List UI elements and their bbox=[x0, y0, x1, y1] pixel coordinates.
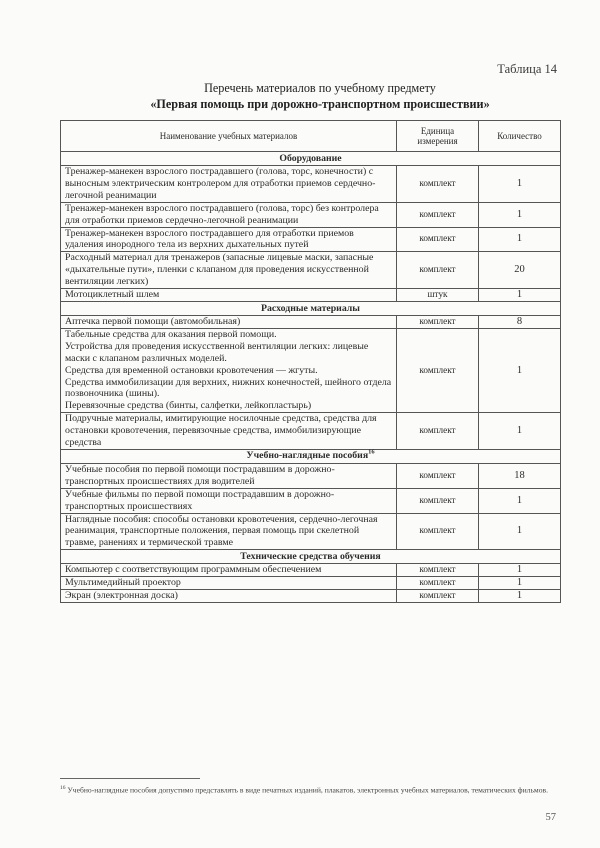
table-row bbox=[61, 463, 561, 488]
section-header-row bbox=[61, 550, 561, 564]
material-name: Табельные средства для оказания первой помощи. Устройства для проведения искусственной вентиляции легких: лицевые маски с клапаном различных моделей. Средства для временной остановки кровотечения — жгуты. Средства иммобилизации для верхних, нижних конечностей, шейного отдела позвоночника (шины). Перевязочные средства (бинты, салфетки, лейкопластырь) bbox=[61, 328, 397, 412]
material-name: Тренажер-манекен взрослого пострадавшего (голова, торс) без контролера для отработки приемов сердечно-легочной реанимации bbox=[61, 202, 397, 227]
document-title bbox=[60, 80, 580, 112]
material-unit: комплект bbox=[397, 564, 479, 577]
column-header-qty: Количество bbox=[479, 121, 561, 152]
material-name: Мотоциклетный шлем bbox=[61, 289, 397, 302]
table-row bbox=[61, 413, 561, 450]
material-quantity: 1 bbox=[479, 413, 561, 450]
material-quantity: 1 bbox=[479, 202, 561, 227]
materials-table bbox=[60, 120, 561, 603]
material-quantity: 18 bbox=[479, 463, 561, 488]
material-name: Аптечка первой помощи (автомобильная) bbox=[61, 315, 397, 328]
material-unit: комплект bbox=[397, 488, 479, 513]
section-title-cell bbox=[61, 152, 561, 166]
table-row bbox=[61, 577, 561, 590]
table-row bbox=[61, 252, 561, 289]
table-row bbox=[61, 488, 561, 513]
material-unit: комплект bbox=[397, 463, 479, 488]
footnote-text: Учебно-наглядные пособия допустимо представлять в виде печатных изданий, плакатов, электронных учебных материалов, тематических фильмов. bbox=[67, 785, 548, 795]
material-name: Мультимедийный проектор bbox=[61, 577, 397, 590]
section-header-row bbox=[61, 301, 561, 315]
table-row bbox=[61, 166, 561, 203]
section-title: Учебно-наглядные пособия bbox=[246, 450, 369, 462]
material-unit: комплект bbox=[397, 413, 479, 450]
material-name: Наглядные пособия: способы остановки кровотечения, сердечно-легочная реанимация, транспортные положения, первая помощь при скелетной травме, ранениях и термической травме bbox=[61, 513, 397, 550]
table-row bbox=[61, 202, 561, 227]
table-row bbox=[61, 315, 561, 328]
section-title-cell bbox=[61, 449, 561, 463]
material-name: Учебные пособия по первой помощи пострадавшим в дорожно-транспортных происшествиях для водителей bbox=[61, 463, 397, 488]
material-unit: штук bbox=[397, 289, 479, 302]
table-number: Таблица 14 bbox=[497, 62, 557, 76]
footnote-divider bbox=[60, 778, 200, 779]
section-title: Технические средства обучения bbox=[240, 550, 381, 562]
material-quantity: 1 bbox=[479, 328, 561, 412]
material-name: Расходный материал для тренажеров (запасные лицевые маски, запасные «дыхательные пути», пленки с клапаном для проведения искусственной вентиляции легких) bbox=[61, 252, 397, 289]
material-unit: комплект bbox=[397, 577, 479, 590]
material-unit: комплект bbox=[397, 328, 479, 412]
material-unit: комплект bbox=[397, 315, 479, 328]
table-row bbox=[61, 289, 561, 302]
material-name: Тренажер-манекен взрослого пострадавшего (голова, торс, конечности) с выносным электрическим контролером для отработки приемов сердечно-легочной реанимации bbox=[61, 166, 397, 203]
section-title: Расходные материалы bbox=[261, 302, 360, 314]
material-unit: комплект bbox=[397, 513, 479, 550]
title-line-2: «Первая помощь при дорожно-транспортном происшествии» bbox=[150, 97, 490, 111]
table-header-row bbox=[61, 121, 561, 152]
material-unit: комплект bbox=[397, 227, 479, 252]
section-header-row bbox=[61, 152, 561, 166]
material-unit: комплект bbox=[397, 202, 479, 227]
footnote-mark: 16 bbox=[60, 785, 66, 791]
table-body bbox=[61, 152, 561, 603]
material-quantity: 1 bbox=[479, 488, 561, 513]
material-name: Учебные фильмы по первой помощи пострадавшим в дорожно-транспортных происшествиях bbox=[61, 488, 397, 513]
material-quantity: 8 bbox=[479, 315, 561, 328]
material-name: Подручные материалы, имитирующие носилочные средства, средства для остановки кровотечения, перевязочные средства, иммобилизирующие средства bbox=[61, 413, 397, 450]
material-quantity: 1 bbox=[479, 513, 561, 550]
material-unit: комплект bbox=[397, 252, 479, 289]
column-header-name: Наименование учебных материалов bbox=[61, 121, 397, 152]
material-quantity: 1 bbox=[479, 577, 561, 590]
page-number: 57 bbox=[545, 812, 556, 823]
section-header-row bbox=[61, 449, 561, 463]
material-quantity: 20 bbox=[479, 252, 561, 289]
title-line-1: Перечень материалов по учебному предмету bbox=[204, 81, 436, 95]
material-unit: комплект bbox=[397, 590, 479, 603]
table-row bbox=[61, 564, 561, 577]
footnote bbox=[60, 783, 565, 796]
section-title: Оборудование bbox=[279, 152, 342, 164]
table-row bbox=[61, 227, 561, 252]
material-quantity: 1 bbox=[479, 166, 561, 203]
column-header-unit: Единица измерения bbox=[397, 121, 479, 152]
material-quantity: 1 bbox=[479, 289, 561, 302]
material-quantity: 1 bbox=[479, 227, 561, 252]
material-name: Экран (электронная доска) bbox=[61, 590, 397, 603]
material-unit: комплект bbox=[397, 166, 479, 203]
footnote-reference: 16 bbox=[368, 449, 375, 457]
material-name: Тренажер-манекен взрослого пострадавшего для отработки приемов удаления инородного тела из верхних дыхательных путей bbox=[61, 227, 397, 252]
table-row bbox=[61, 513, 561, 550]
material-name: Компьютер с соответствующим программным обеспечением bbox=[61, 564, 397, 577]
section-title-cell bbox=[61, 301, 561, 315]
material-quantity: 1 bbox=[479, 590, 561, 603]
section-title-cell bbox=[61, 550, 561, 564]
table-row bbox=[61, 590, 561, 603]
table-row bbox=[61, 328, 561, 412]
material-quantity: 1 bbox=[479, 564, 561, 577]
